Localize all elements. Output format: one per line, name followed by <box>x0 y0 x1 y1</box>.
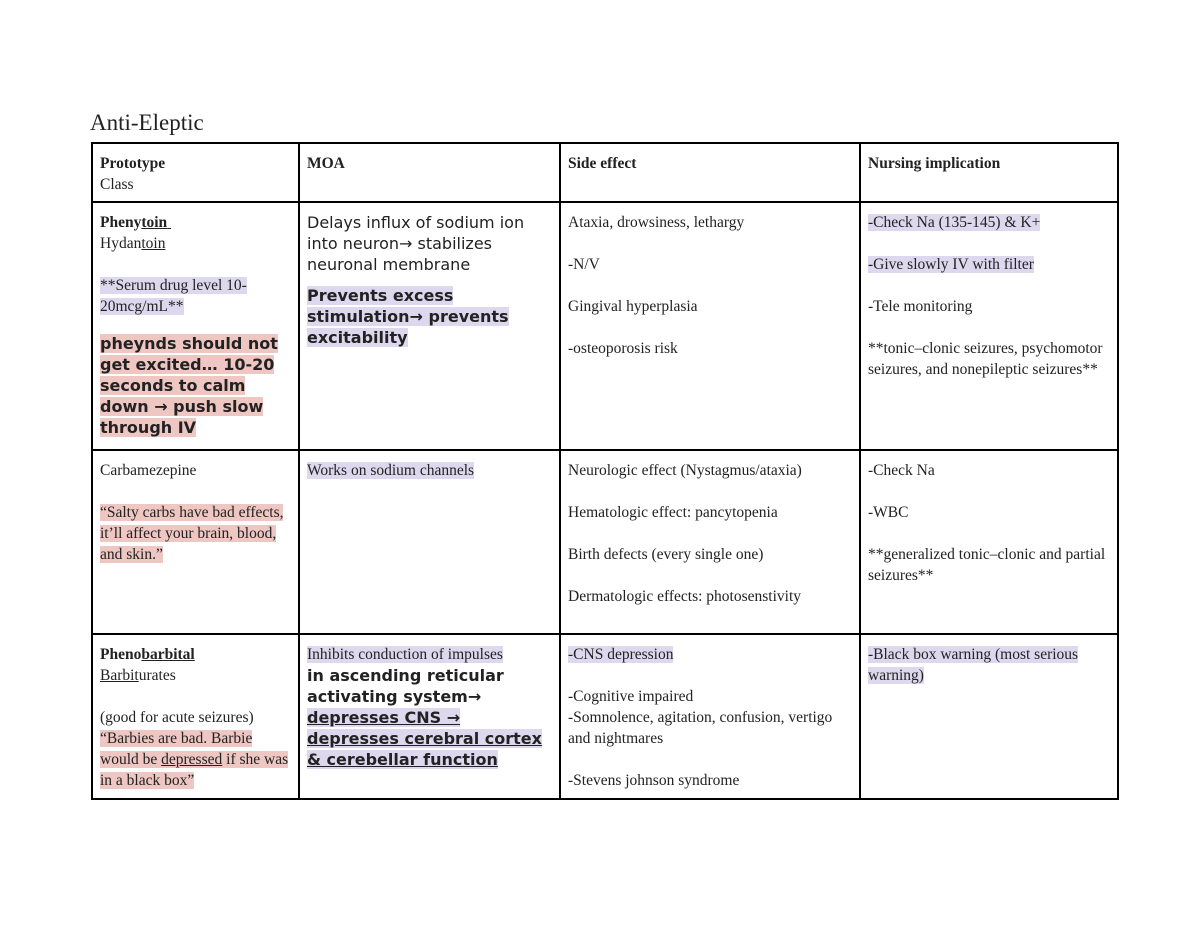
nursing-cell <box>860 450 1118 634</box>
drug-name: Carbamezepine <box>100 462 197 479</box>
header-nursing-cell <box>860 143 1118 202</box>
list-item: **tonic–clonic seizures, psychomotor seizures, and nonepileptic seizures** <box>868 340 1103 378</box>
header-moa-cell <box>299 143 560 202</box>
list-item: -Somnolence, agitation, confusion, vertigo and nightmares <box>568 709 833 747</box>
list-item: -Stevens johnson syndrome <box>568 772 740 789</box>
moa-cell <box>299 202 560 450</box>
prototype-cell <box>92 634 299 799</box>
list-item: -Give slowly IV with filter <box>868 256 1034 273</box>
mnemonic: “Barbies are bad. Barbie would be depressed if she was in a black box” <box>100 730 289 789</box>
drug-name: Phenytoin <box>100 214 168 231</box>
header-side-effect: Side effect <box>568 155 637 172</box>
list-item: -N/V <box>568 256 600 273</box>
list-item: -Check Na (135-145) & K+ <box>868 214 1041 231</box>
mnemonic: “Salty carbs have bad effects, it’ll affect your brain, blood, and skin.” <box>100 504 284 563</box>
table-row-carbamezepine <box>92 450 1118 634</box>
note: (good for acute seizures) <box>100 709 254 726</box>
prototype-cell <box>92 202 299 450</box>
drug-class: Hydantoin <box>100 235 166 252</box>
anti-epileptic-table <box>91 142 1119 800</box>
table-row-phenytoin <box>92 202 1118 450</box>
drug-class: Barbiturates <box>100 667 176 684</box>
side-effect-cell <box>560 450 860 634</box>
list-item: -Tele monitoring <box>868 298 973 315</box>
moa-text: in ascending reticular activating system→ depresses CNS → depresses cerebral cortex & cerebellar function <box>307 666 542 769</box>
list-item: -CNS depression <box>568 646 674 663</box>
serum-level: **Serum drug level 10-20mcg/mL** <box>100 277 247 315</box>
mnemonic: pheynds should not get excited… 10-20 seconds to calm down → push slow through IV <box>100 334 278 437</box>
list-item: Gingival hyperplasia <box>568 298 698 315</box>
moa-text: Delays influx of sodium ion into neuron→ stabilizes neuronal membrane <box>307 213 525 274</box>
moa-text: Works on sodium channels <box>307 462 475 479</box>
moa-text-highlight: Inhibits conduction of impulses <box>307 646 503 663</box>
header-moa: MOA <box>307 155 345 172</box>
list-item: -Check Na <box>868 462 935 479</box>
list-item: Dermatologic effects: photosenstivity <box>568 588 802 605</box>
list-item: **generalized tonic–clonic and partial seizures** <box>868 546 1106 584</box>
table-row-phenobarbital <box>92 634 1118 799</box>
header-side-effect-cell <box>560 143 860 202</box>
side-effect-cell <box>560 202 860 450</box>
moa-cell <box>299 450 560 634</box>
side-effect-cell <box>560 634 860 799</box>
header-prototype: Prototype <box>100 155 166 172</box>
header-prototype-cell <box>92 143 299 202</box>
header-class: Class <box>100 176 134 193</box>
document-title: Anti-Eleptic <box>90 110 204 135</box>
header-nursing: Nursing implication <box>868 155 1001 172</box>
moa-text-highlight: Prevents excess stimulation→ prevents excitability <box>307 286 509 347</box>
list-item: Birth defects (every single one) <box>568 546 764 563</box>
drug-name: Phenobarbital <box>100 646 195 663</box>
list-item: Ataxia, drowsiness, lethargy <box>568 214 745 231</box>
list-item: -Black box warning (most serious warning) <box>868 646 1079 684</box>
moa-cell <box>299 634 560 799</box>
nursing-cell <box>860 634 1118 799</box>
header-row <box>92 143 1118 202</box>
list-item: -WBC <box>868 504 909 521</box>
prototype-cell <box>92 450 299 634</box>
nursing-cell <box>860 202 1118 450</box>
list-item: Hematologic effect: pancytopenia <box>568 504 778 521</box>
list-item: -osteoporosis risk <box>568 340 678 357</box>
list-item: Neurologic effect (Nystagmus/ataxia) <box>568 462 802 479</box>
list-item: -Cognitive impaired <box>568 688 694 705</box>
